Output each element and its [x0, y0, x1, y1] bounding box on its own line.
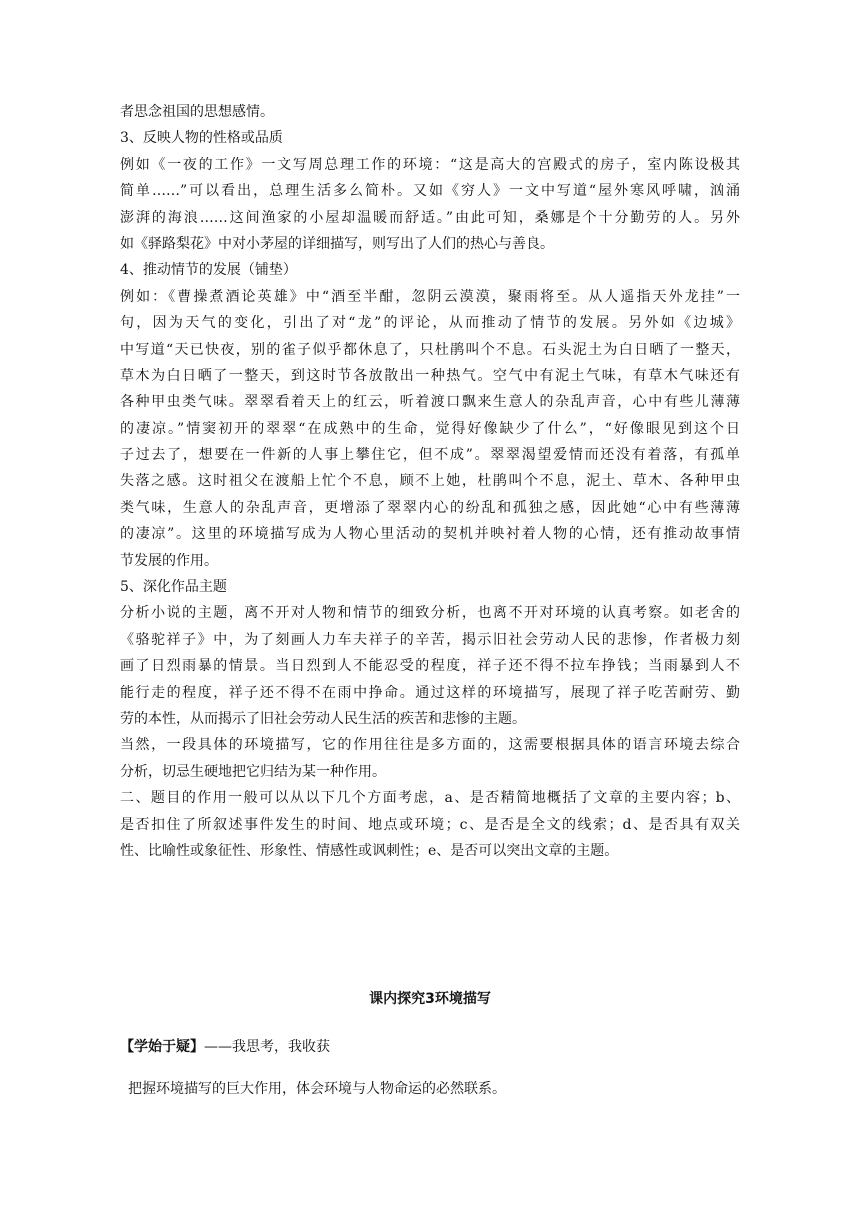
study-label-bold: 【学始于疑】	[120, 1039, 204, 1055]
body-line: 者思念祖国的思想感情。	[120, 104, 274, 120]
body-line: 能行走的程度，祥子还不得不在雨中挣命。通过这样的环境描写，展现了祥子吃苦耐劳、勤	[120, 684, 740, 701]
body-line: 句，因为天气的变化，引出了对“龙”的评论，从而推动了情节的发展。另外如《边城》	[120, 315, 740, 332]
body-line: 是否扣住了所叙述事件发生的时间、地点或环境；c、是否是全文的线索；d、是否具有双关	[120, 816, 740, 833]
body-line: 草木为白日晒了一整天，到这时节各放散出一种热气。空气中有泥土气味，有草木气味还有	[120, 367, 740, 384]
body-line: 的凄凉”。这里的环境描写成为人物心里活动的契机并映衬着人物的心情，还有推动故事情	[120, 526, 740, 543]
body-line: 节发展的作用。	[120, 552, 218, 569]
body-line: 当然，一段具体的环境描写，它的作用往往是多方面的，这需要根据具体的语言环境去综合	[120, 737, 740, 754]
body-line: 分析，切忌生硬地把它归结为某一种作用。	[120, 763, 386, 780]
body-line: 子过去了，想要在一件新的人事上攀住它，但不成”。翠翠渴望爱情而还没有着落，有孤单	[120, 447, 740, 464]
body-line: 失落之感。这时祖父在渡船上忙个不息，顾不上她，杜鹃叫个不息，泥土、草木、各种甲虫	[120, 473, 740, 490]
body-line: 性、比喻性或象征性、形象性、情感性或讽刺性；e、是否可以突出文章的主题。	[120, 842, 619, 859]
body-line: 4、推动情节的发展（铺垫）	[120, 262, 297, 279]
body-line: 例如《一夜的工作》一文写周总理工作的环境：“这是高大的宫殿式的房子，室内陈设极其	[120, 156, 740, 173]
body-line: 二、题目的作用一般可以从以下几个方面考虑，a、是否精简地概括了文章的主要内容；b、	[120, 790, 740, 807]
body-line: 澎湃的海浪……这间渔家的小屋却温暖而舒适。”由此可知，桑娜是个十分勤劳的人。另外	[120, 209, 740, 226]
study-label-rest: ——我思考，我收获	[204, 1039, 330, 1055]
study-label	[120, 1034, 330, 1060]
body-line: 劳的本性，从而揭示了旧社会劳动人民生活的疾苦和悲惨的主题。	[120, 710, 526, 727]
section-title: 课内探究3环境描写	[369, 991, 491, 1007]
body-line: 简单……”可以看出，总理生活多么简朴。又如《穷人》一文中写道“屋外寒风呼啸，汹涌	[120, 183, 740, 200]
body-line: 的凄凉。”情窦初开的翠翠“在成熟中的生命，觉得好像缺少了什么”，“好像眼见到这个日	[120, 420, 740, 437]
body-line: 如《驿路梨花》中对小茅屋的详细描写，则写出了人们的热心与善良。	[120, 235, 554, 252]
body-line: 3、反映人物的性格或品质	[120, 130, 283, 147]
body-text	[120, 99, 740, 864]
body-line: 类气味，生意人的杂乱声音，更增添了翠翠内心的纷乱和孤独之感，因此她“心中有些薄薄	[120, 499, 740, 516]
intro-text: 把握环境描写的巨大作用，体会环境与人物命运的必然联系。	[128, 1081, 506, 1097]
body-line: 5、深化作品主题	[120, 579, 227, 596]
body-line: 画了日烈雨暴的情景。当日烈到人不能忍受的程度，祥子还不得不拉车挣钱；当雨暴到人不	[120, 658, 740, 675]
body-line: 各种甲虫类气味。翠翠看着天上的红云，听着渡口飘来生意人的杂乱声音，心中有些儿薄薄	[120, 394, 740, 411]
body-line: 分析小说的主题，离不开对人物和情节的细致分析，也离不开对环境的认真考察。如老舍的	[120, 605, 740, 622]
body-line: 中写道“天已快夜，别的雀子似乎都休息了，只杜鹃叫个不息。石头泥土为白日晒了一整天，	[120, 341, 740, 358]
body-line: 《骆驼祥子》中，为了刻画人力车夫祥子的辛苦，揭示旧社会劳动人民的悲惨，作者极力刻	[120, 631, 740, 648]
body-line: 例如：《曹操煮酒论英雄》中“酒至半酣，忽阴云漠漠，聚雨将至。从人遥指天外龙挂”一	[120, 288, 740, 305]
